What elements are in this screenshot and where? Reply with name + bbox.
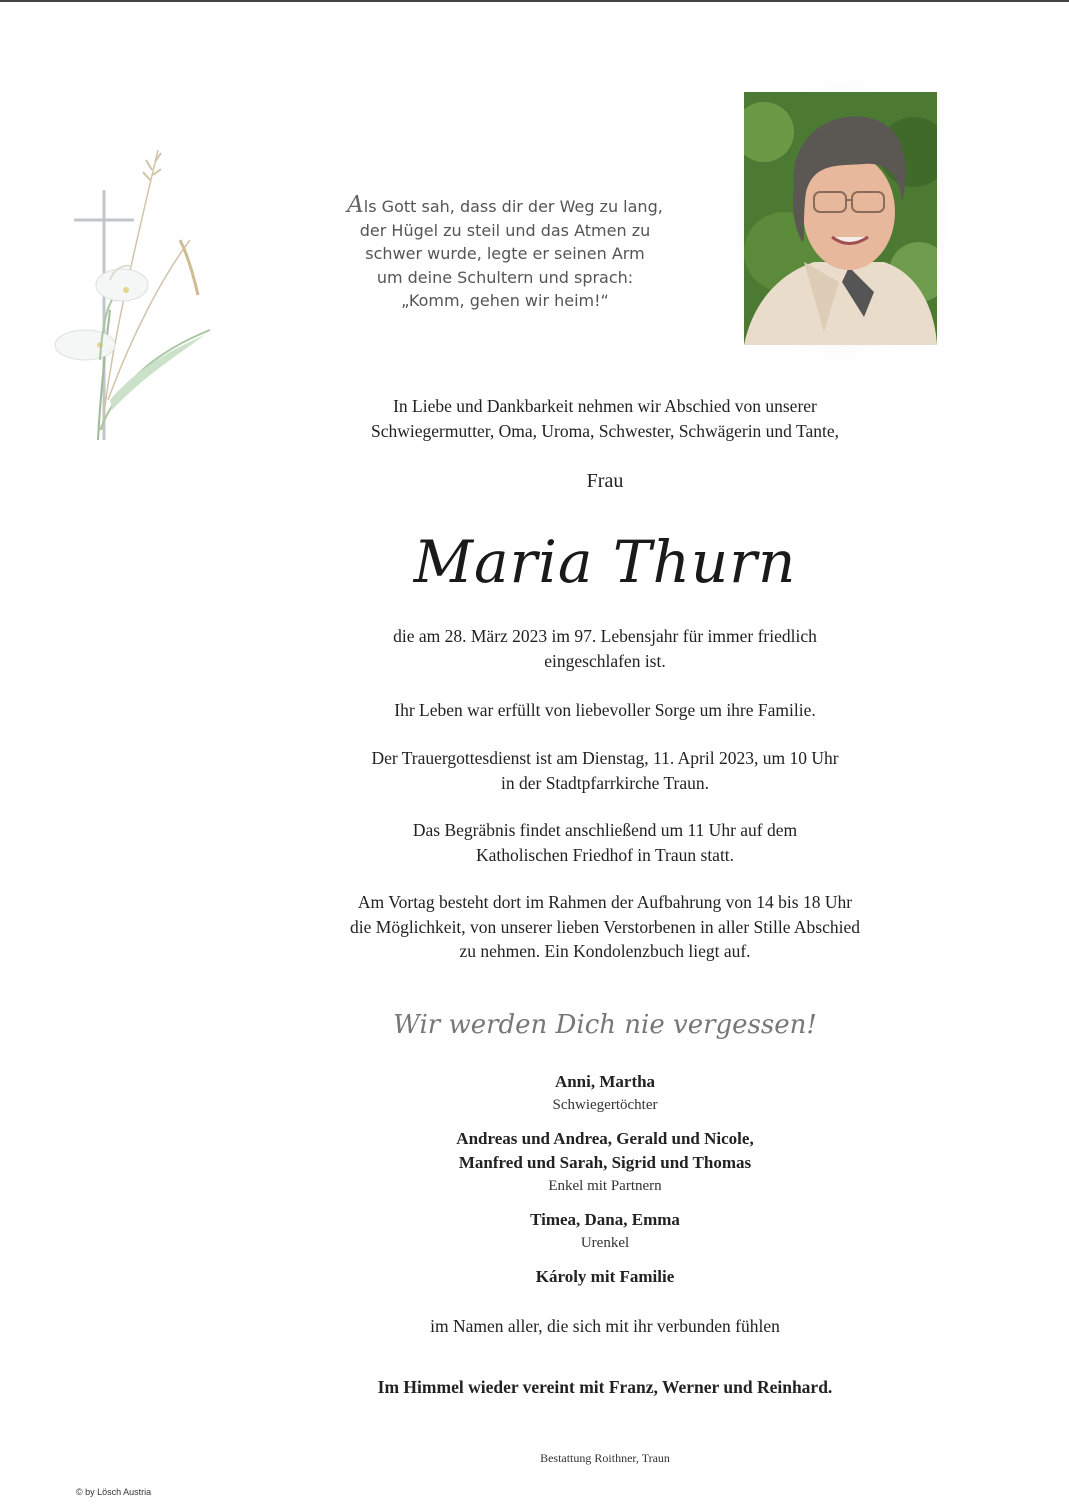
intro-text bbox=[300, 394, 910, 444]
closing-line: im Namen aller, die sich mit ihr verbunden fühlen bbox=[430, 1316, 780, 1336]
poem bbox=[330, 194, 680, 313]
top-border-line bbox=[0, 0, 1069, 2]
poem-first-line: ls Gott sah, dass dir der Weg zu lang, bbox=[363, 197, 663, 216]
undertaker: Bestattung Roithner, Traun bbox=[540, 1451, 670, 1465]
family-group bbox=[300, 1127, 910, 1197]
cross-lily-decoration-icon bbox=[40, 140, 220, 480]
family-role: Urenkel bbox=[580, 1235, 630, 1251]
family-names: Timea, Dana, Emma bbox=[530, 1210, 680, 1229]
paragraph-line: Das Begräbnis findet anschließend um 11 Uhr auf dem bbox=[412, 820, 798, 840]
salutation: Frau bbox=[586, 470, 624, 492]
portrait-photo bbox=[744, 92, 937, 345]
paragraph-line: die Möglichkeit, von unserer lieben Verstorbenen in aller Stille Abschied bbox=[350, 916, 860, 937]
intro-line: Schwiegermutter, Oma, Uroma, Schwester, Schwägerin und Tante, bbox=[371, 421, 839, 441]
intro-line: In Liebe und Dankbarkeit nehmen wir Abschied von unserer bbox=[393, 396, 817, 416]
paragraph-death-date bbox=[300, 624, 910, 673]
family-role: Schwiegertöchter bbox=[552, 1097, 658, 1113]
paragraph-line: Am Vortag besteht dort im Rahmen der Aufbahrung von 14 bis 18 Uhr bbox=[357, 892, 853, 912]
portrait-illustration-icon bbox=[744, 92, 937, 345]
paragraph-line: die am 28. März 2023 im 97. Lebensjahr für immer friedlich bbox=[393, 626, 817, 646]
deceased-name: Maria Thurn bbox=[413, 528, 797, 596]
paragraph-service bbox=[300, 746, 910, 795]
poem-line: um deine Schultern und sprach: bbox=[376, 267, 634, 287]
family-group bbox=[300, 1208, 910, 1254]
heaven-line: Im Himmel wieder vereint mit Franz, Werner und Reinhard. bbox=[377, 1377, 833, 1397]
paragraph-burial bbox=[300, 818, 910, 867]
family-names: Andreas und Andrea, Gerald und Nicole, bbox=[456, 1129, 754, 1148]
family-names: Manfred und Sarah, Sigrid und Thomas bbox=[458, 1153, 752, 1172]
poem-line bbox=[330, 194, 680, 219]
paragraph-line: zu nehmen. Ein Kondolenzbuch liegt auf. bbox=[459, 941, 751, 961]
paragraph-line: Ihr Leben war erfüllt von liebevoller Sorge um ihre Familie. bbox=[394, 700, 816, 720]
paragraph-line: eingeschlafen ist. bbox=[544, 650, 666, 671]
paragraph-line: in der Stadtpfarrkirche Traun. bbox=[500, 772, 709, 793]
paragraph-viewing bbox=[300, 890, 910, 964]
paragraph-life bbox=[300, 698, 910, 723]
motto: Wir werden Dich nie vergessen! bbox=[393, 1010, 817, 1040]
family-role: Enkel mit Partnern bbox=[548, 1178, 662, 1194]
family-group bbox=[300, 1070, 910, 1116]
poem-line: schwer wurde, legte er seinen Arm bbox=[365, 244, 645, 263]
copyright: © by Lösch Austria bbox=[76, 1487, 152, 1497]
poem-line: „Komm, gehen wir heim!“ bbox=[401, 291, 609, 310]
family-names: Károly mit Familie bbox=[535, 1267, 675, 1286]
paragraph-line: Der Trauergottesdienst ist am Dienstag, 11. April 2023, um 10 Uhr bbox=[371, 748, 839, 768]
poem-dropcap: A bbox=[347, 192, 364, 218]
family-names: Anni, Martha bbox=[554, 1072, 656, 1091]
family-group bbox=[300, 1265, 910, 1289]
poem-line: der Hügel zu steil und das Atmen zu bbox=[359, 220, 651, 240]
paragraph-line: Katholischen Friedhof in Traun statt. bbox=[475, 844, 735, 865]
